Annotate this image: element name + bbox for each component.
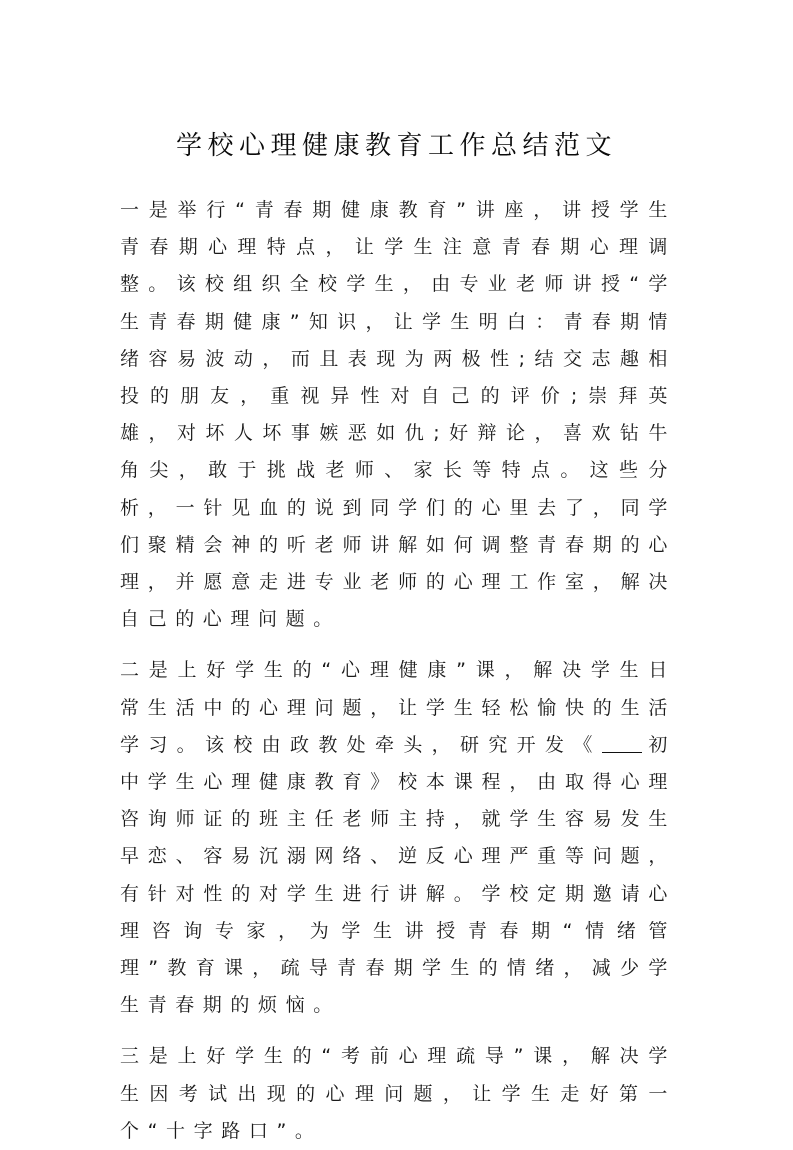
- paragraph-2: [120, 652, 676, 1024]
- document-body: [120, 192, 676, 1150]
- paragraph-1: 一是举行“青春期健康教育”讲座，讲授学生青春期心理特点，让学生注意青春期心理调整。该校组织全校学生，由专业老师讲授“学生青春期健康”知识，让学生明白：青春期情绪容易波动，而且表现为两极性;结交志趣相投的朋友，重视异性对自己的评价;崇拜英雄，对坏人坏事嫉恶如仇;好辩论，喜欢钻牛角尖，敢于挑战老师、家长等特点。这些分析，一针见血的说到同学们的心里去了，同学们聚精会神的听老师讲解如何调整青春期的心理，并愿意走进专业老师的心理工作室，解决自己的心理问题。: [120, 199, 676, 631]
- fill-in-blank: [602, 734, 642, 753]
- document-title: 学校心理健康教育工作总结范文: [175, 131, 617, 161]
- paragraph-2-text-after-blank: 初中学生心理健康教育》校本课程，由取得心理咨询师证的班主任老师主持，就学生容易发生早恋、容易沉溺网络、逆反心理严重等问题，有针对性的对学生进行讲解。学校定期邀请心理咨询专家，为学生讲授青春期“情绪管理”教育课，疏导青春期学生的情绪，减少学生青春期的烦恼。: [120, 733, 676, 1017]
- paragraph-2-text-before-blank: 二是上好学生的“心理健康”课，解决学生日常生活中的心理问题，让学生轻松愉快的生活学习。该校由政教处牵头，研究开发《: [120, 659, 676, 756]
- paragraph-3: 三是上好学生的“考前心理疏导”课，解决学生因考试出现的心理问题，让学生走好第一个“十字路口”。: [120, 1045, 676, 1142]
